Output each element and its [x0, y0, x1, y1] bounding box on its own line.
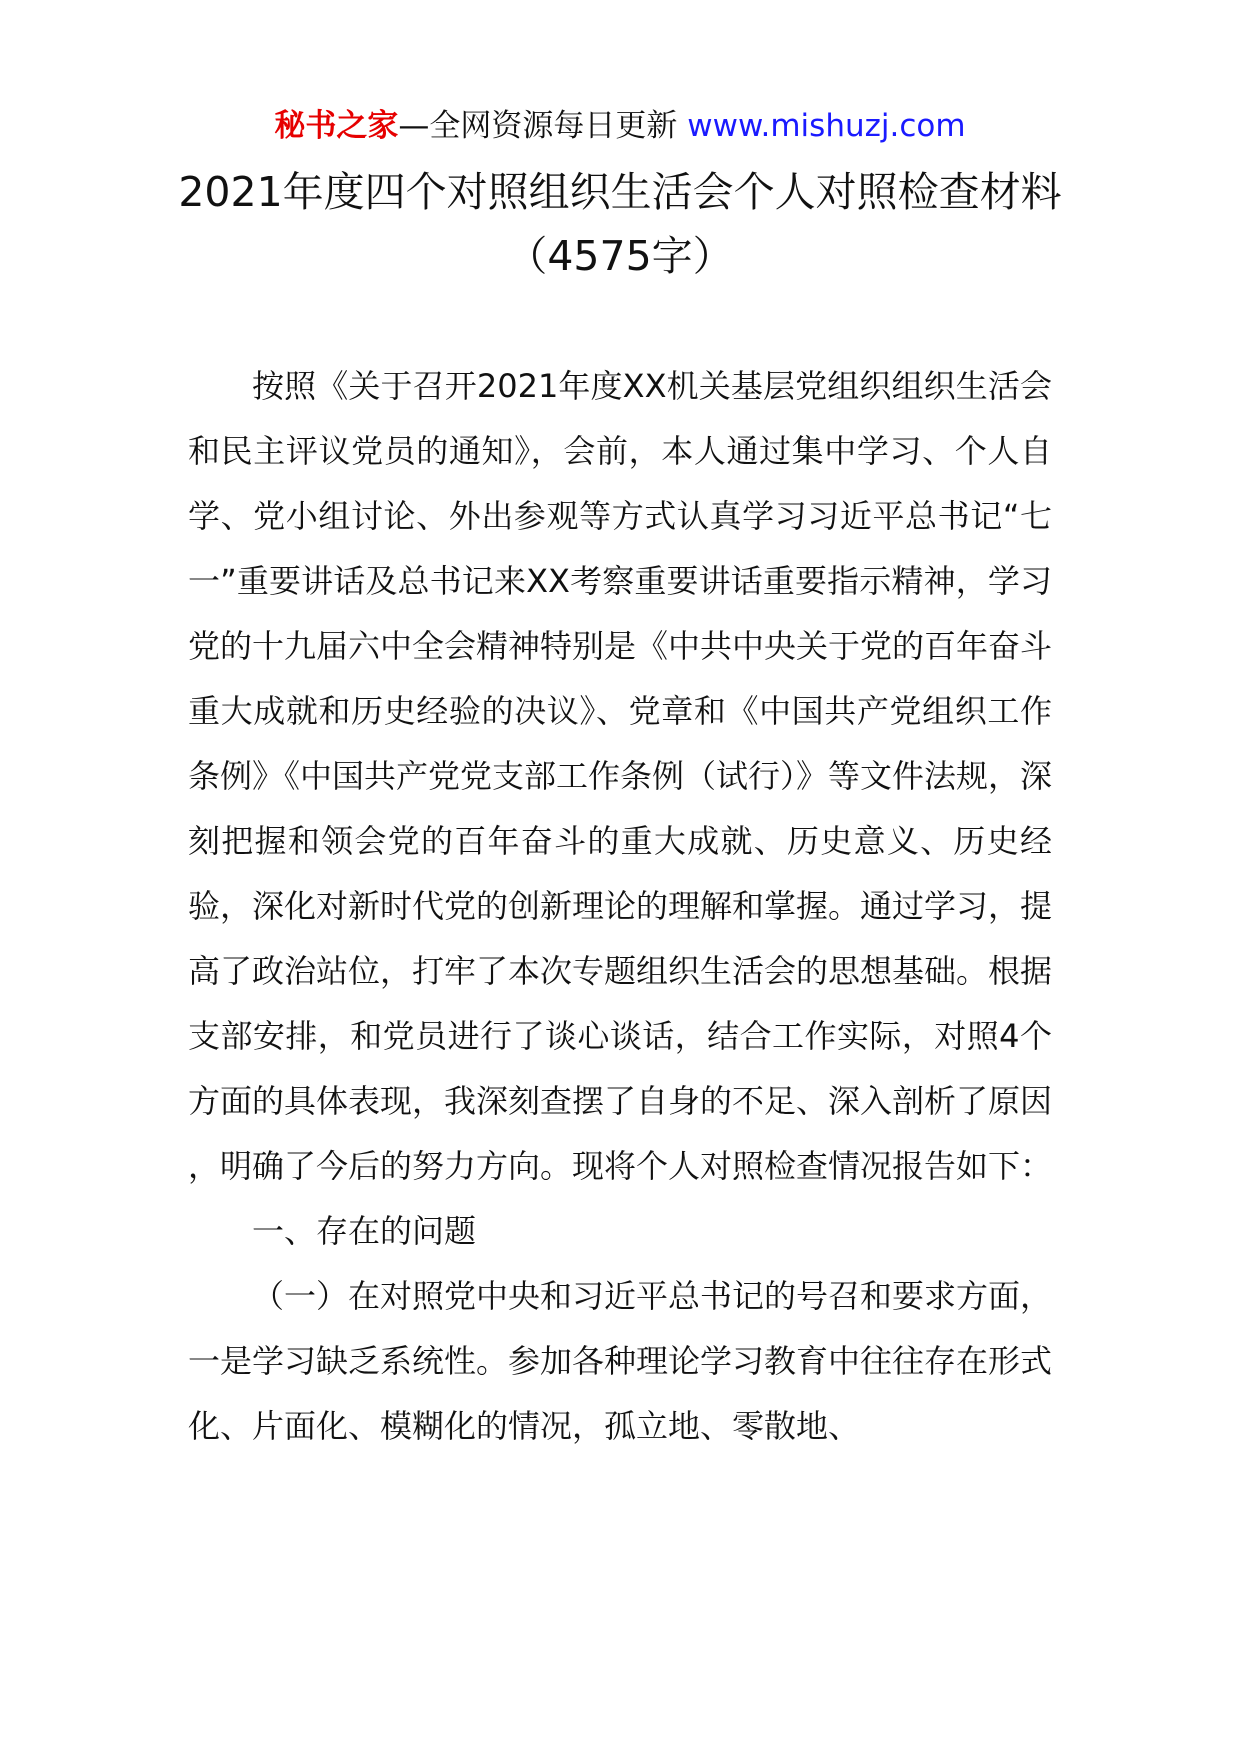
section-heading: 一、存在的问题: [252, 1212, 477, 1250]
document-body: [188, 354, 1052, 1459]
brand-name: 秘书之家: [274, 108, 399, 144]
site-header: [0, 104, 1240, 148]
document-title: 2021年度四个对照组织生活会个人对照检查材料（4575字）: [178, 168, 1062, 280]
site-url-link[interactable]: www.mishuzj.com: [687, 108, 966, 144]
section-paragraph: （一）在对照党中央和习近平总书记的号召和要求方面，一是学习缺乏系统性。参加各种理论学习教育中往往存在形式化、片面化、模糊化的情况，孤立地、零散地、: [188, 1277, 1053, 1445]
intro-paragraph: 按照《关于召开2021年度XX机关基层党组织组织生活会和民主评议党员的通知》，会前，本人通过集中学习、个人自学、党小组讨论、外出参观等方式认真学习习近平总书记“七一”重要讲话及总书记来XX考察重要讲话重要指示精神，学习党的十九届六中全会精神特别是《中共中央关于党的百年奋斗重大成就和历史经验的决议》、党章和《中国共产党组织工作条例》《中国共产党党支部工作条例（试行）》等文件法规，深刻把握和领会党的百年奋斗的重大成就、历史意义、历史经验，深化对新时代党的创新理论的理解和掌握。通过学习，提高了政治站位，打牢了本次专题组织生活会的思想基础。根据支部安排，和党员进行了谈心谈话，结合工作实际，对照4个方面的具体表现，我深刻查摆了自身的不足、深入剖析了原因 ，明确了今后的努力方向。现将个人对照检查情况报告如下：: [188, 367, 1053, 1185]
header-tagline: —全网资源每日更新: [398, 108, 678, 144]
